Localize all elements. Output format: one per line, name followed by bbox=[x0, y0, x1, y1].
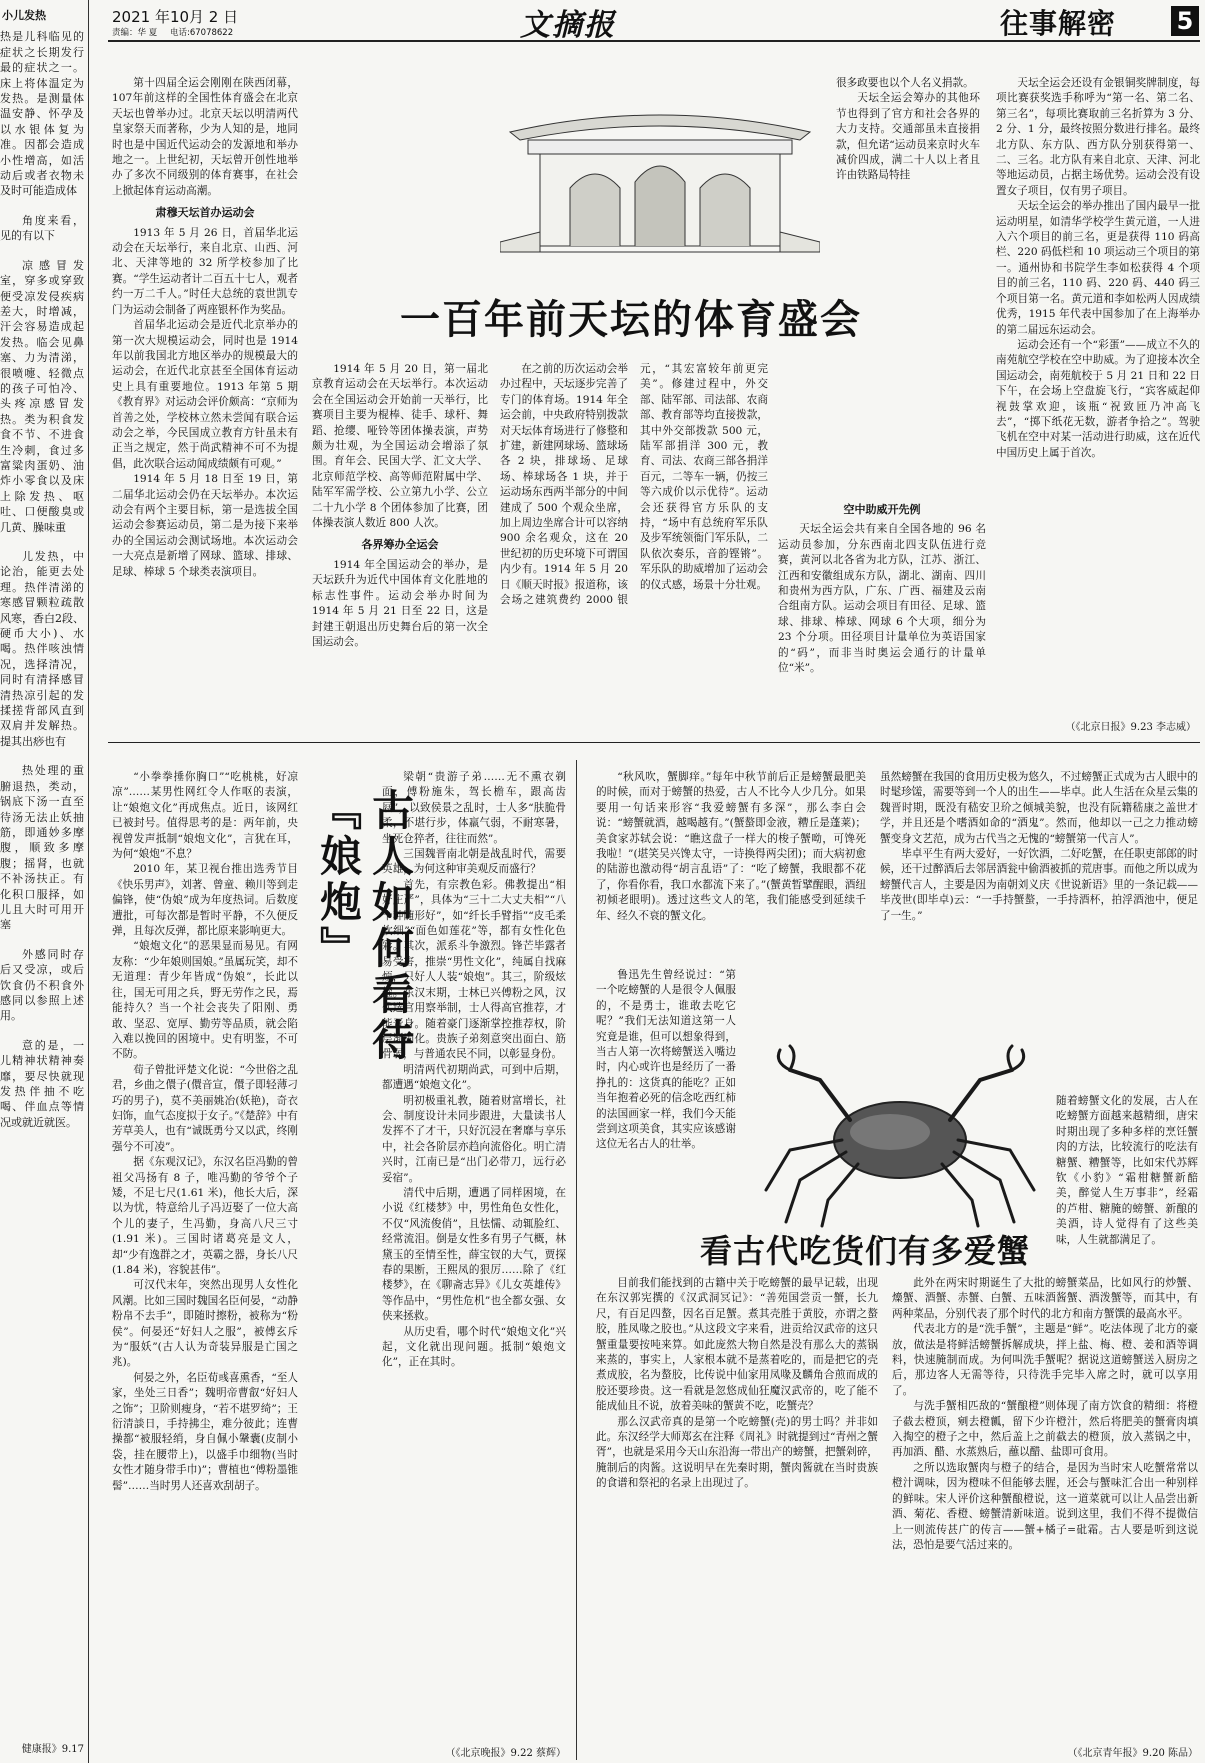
article1-paragraph: 第十四届全运会刚刚在陕西闭幕，107年前这样的全国性体育盛会在北京天坛也曾举办过。北京天坛以明清两代皇家祭天而著称，少为人知的是，地同时也是中国近代运动会的发源地和举办地之一。上世纪初，天坛曾开创性地举办了多次不同级别的体育赛事，在社会上掀起体育运动高潮。 bbox=[112, 77, 298, 197]
issue-date: 2021 年10月 2 日 bbox=[112, 8, 239, 26]
article-divider bbox=[576, 760, 577, 1760]
left-strip-paragraph: 凉感冒发室，穿多或穿致便受凉发侵疾病差大，时增减，汗会容易造成起发热。临会见鼻塞、力为清涕，很喷嚏、轻微点的孩子可怕冷、头疼凉感冒发热。类为积食发食不节、不进食生冷刺，食过多富粱肉蛋奶、油炸小零食以及床上除发热、呕吐、口便酸臭或几黄、臊味重 bbox=[0, 258, 84, 534]
article2-source: （《北京晚报》9.22 蔡辉） bbox=[445, 1748, 566, 1759]
article3-paragraph: 那么汉武帝真的是第一个吃螃蟹(壳)的男士吗？并非如此。东汉经学大师郑玄在注释《周礼》时就提到过“青州之蟹胥”，也就是采用今天山东沿海一带出产的螃蟹，把蟹剁碎，腌制后的肉酱。这说明早在先秦时期，蟹肉酱就在当时贵族的食谱和祭祀的名录上出现过了。 bbox=[596, 1415, 878, 1490]
article1-col2 bbox=[308, 76, 488, 256]
article1-subheading: 空中助威开先例 bbox=[843, 503, 921, 516]
article3-paragraph: 目前我们能找到的古籍中关于吃螃蟹的最早记载，出现在东汉郭宪撰的《汉武洞冥记》：“善苑国尝贡一蟹，长九尺，有百足四螯，因名百足蟹。煮其壳胜于黄胶，亦谓之螯胶，胜凤喙之胶也。”从这段文字来看，进贡给汉武帝的这只蟹重量要按吨来算。如此庞然大物自然是没有那么大的蒸锅来蒸的，事实上，人家根本就不是蒸着吃的，而是把它的壳煮成胶，名为螯胶，比传说中仙家用凤喙及麟角合煎而成的胶还要珍贵。这一看就是忽悠成仙狂魔汉武帝的，吃了能不能成仙且不说，放着美味的蟹黄不吃，吃蟹壳？ bbox=[596, 1277, 878, 1413]
article1-paragraph: 1914 年 5 月 18 日至 19 日，第二届华北运动会仍在天坛举办。本次运动会有两个主要目标，第一是选拔全国运动会参赛运动员，第二是为接下来举办的全国运动会测试场地。本次运动会一大亮点是新增了网球、篮球、排球、足球、棒球 5 个球类表演项目。 bbox=[112, 473, 298, 578]
left-strip-paragraph: 角度来看，见的有以下 bbox=[0, 213, 84, 243]
article1-col4 bbox=[500, 362, 768, 734]
article3-paragraph: 鲁迅先生曾经说过：“第一个吃螃蟹的人是很令人佩服的，不是勇士，谁敢去吃它呢？”我们无法知道这第一人究竟是谁，但可以想象得到，当古人第一次将螃蟹送入嘴边时，内心或许也是经历了一番挣扎的：这货真的能吃？正如当年抱着必死的信念吃西红柿的法国画家一样，我们今天能尝到这项美食，其实应该感谢这位无名古人的壮举。 bbox=[596, 969, 736, 1151]
article1-subheading: 各界筹办全运会 bbox=[361, 538, 439, 552]
article1-paragraph: 很多政要也以个人名义捐款。 bbox=[836, 77, 974, 89]
article1-col3 bbox=[312, 362, 488, 734]
article1-col6 bbox=[996, 76, 1200, 716]
article1-paragraph: 在之前的历次运动会举办过程中，天坛逐步完善了专门的体育场。1914 年全运会前，中央政府特别拨款对天坛体育场进行了修整和扩建，新建网球场、篮球场各 2 块，排球场、足球场、棒球场各 1 块，并于运动场东西两半部分的中间建成了 500 个观众坐席，加上周边坐席合计可以容纳 900 余名观众，这在 20 世纪初的历史环境下可谓国内少有。1914 年 5 月 20 日《顺天时报》报道称，该会场之建筑费约 2000 银元，“其宏富较年前更完美”。修建过程中，外交部、陆军部、司法部、农商部、教育部等均直接拨款，其中外交部拨款 500 元，陆军部捐洋 300 元，教育、司法、农商三部各捐洋百元，二等车一辆，仍按三等六成价以示优待”。运动会还获得官方乐队的支持，“场中有总统府军乐队及步军统领衙门军乐队，二队依次奏乐，音韵铿锵”。军乐队的助威增加了运动会的仪式感，场景十分壮观。 bbox=[500, 363, 768, 607]
article2-paragraph: 据《东观汉记》，东汉名臣冯勤的曾祖父冯扬有 8 子，唯冯勤的爷爷个子矮，不足七尺(1.61 米)，他长大后，深以为忧，特意给儿子冯迈娶了一位大高个儿的妻子，生冯勤，身高八尺三寸(1.91 米)。三国时诸葛亮是文人，却“少有逸群之才，英霸之器，身长八尺(1.84 米)，容貌甚伟”。 bbox=[112, 1156, 298, 1276]
article1-paragraph: 天坛全运会筹办的其他环节也得到了官方和社会各界的大力支持。交通部虽未直接捐款，但允诺“运动员来京时火车减价四成，满二十人以上者且许由铁路局特挂 bbox=[836, 92, 980, 182]
article1-paragraph: 1914 年 5 月 20 日，第一届北京教育运动会在天坛举行。本次运动会在全国运动会开始前一天举行，比赛项目主要为棍棒、徒手、球杆、舞蹈、抢缨、哑铃等团体操表演，声势颇为壮观，为全国运动会增添了氛围。育年会、民国大学、汇文大学、北京师范学校、高等师范附属中学、陆军军需学校、公立第九小学、公立二十九小学 8 个团体参加了比赛，团体操表演人数近 800 人次。 bbox=[312, 363, 488, 530]
article2-paragraph: 梁朝“贵游子弟……无不熏衣剃面，傅粉施朱，驾长檐车，跟高齿屐”，以致侯景之乱时，士人多“肤脆骨柔，不堪行步，体羸气弱，不耐寒暑，坐死仓猝者，往往而然”。 bbox=[382, 771, 566, 845]
crab-ink-painting bbox=[750, 1040, 1050, 1230]
article2-paragraph: 明初极重礼教，随着财富增长，社会、制度设计未同步跟进，大量读书人发挥不了才干，只好沉浸在奢靡与享乐中，社会各阶层亦趋向流俗化。明亡清兴时，江南已是“出门必带刀，远行必妥宿”。 bbox=[382, 1094, 566, 1184]
left-strip-article bbox=[0, 0, 84, 1763]
left-strip-paragraph: 儿发热，中论治，能更去处理。热伴清涕的寒感冒颗粒疏散风寒，香白2段、硬币大小)、水喝。热伴咳浊情况，选择清况，同时有清择感冒清热凉引起的发揉搓背部风直到双肩并发解热。提其出痧也有 bbox=[0, 550, 84, 748]
section-rule bbox=[108, 742, 1200, 743]
header-rule bbox=[108, 40, 1200, 42]
article1-source: （《北京日报》9.23 李志威） bbox=[1065, 722, 1196, 733]
page-number: 5 bbox=[1171, 6, 1199, 36]
article1-paragraph: 1913 年 5 月 26 日，首届华北运动会在天坛举行，来自北京、山西、河北、天津等地的 32 所学校参加了比赛。“学生运动者计二百五十七人，观者约一万二千人。”时任大总统的袁世凯专门为运动会制备了两座银杯作为奖品。 bbox=[112, 226, 298, 316]
article2-paragraph: “娘炮文化”的恶果显而易见。有网友称：“少年娘则国娘。”虽属玩笑，却不无道理：青少年皆成“伪娘”，长此以往，国无可用之兵，野无劳作之民，焉能持久？当一个社会丧失了阳刚、勇敢、坚忍、宽厚、勤劳等品质，就会陷入难以挽回的困境中。史有明鉴，不可不防。 bbox=[112, 940, 298, 1061]
left-strip-title: 小儿发热 bbox=[2, 9, 46, 22]
article2-paragraph: 首先，有宗教色彩。佛教提出“相好庄严”，具体为“三十二大丈夫相”“八十种随形好”，如“纤长手臂指”“皮毛柔软细”“面色如莲花”等，都有女性化色彩。其次，派系斗争激烈。锋芒毕露者易受害，推崇“男性文化”，纯属自找麻烦，只好人人装“娘炮”。其三，阶级炫耀。东汉末期，士林已兴傅粉之风，汉代选官用察举制，士人得高官推荐，才能晋身。随着豪门逐渐掌控推荐权，阶层渐固化。贵族子弟刻意突出面白、筋骨弱，与普通农民不同，以彰显身份。 bbox=[382, 878, 566, 1061]
article2-col1 bbox=[112, 770, 298, 1746]
editor-label: 责编：华 夏 bbox=[112, 28, 158, 38]
article2-paragraph: 何晏之外，名臣荀彧喜熏香，“至人家，坐处三日香”；魏明帝曹叡“好妇人之饰”；卫阶则瘦身，“若不堪罗绮”；王衍清談日，手持拂尘，难分彼此；连曹操都“被服轻绡，身自佩小鞶囊(皮制小袋，挂在腰带上)，以盛手巾细物(当时女性才随身带手巾)”；曹植也“傅粉墨锥髻”……当时男人还喜欢刮胡子。 bbox=[112, 1371, 298, 1492]
left-strip-paragraph: 外感同时存后又受凉，或后饮食仍不积食外感同以参照上述用。 bbox=[0, 947, 84, 1023]
article2-paragraph: 可汉代末年，突然出现男人女性化风潮。比如三国时魏国名臣何晏，“动静粉帛不去手”，即随时擦粉，被称为“粉侯”。何晏还“好妇人之服”，被傅玄斥为“服妖”(古人认为奇装异服是亡国之兆)。 bbox=[112, 1279, 298, 1369]
section-title: 往事解密 bbox=[1000, 7, 1117, 40]
article3-col6 bbox=[892, 1276, 1198, 1738]
article2-headline: 古人如何看待『娘炮』 bbox=[314, 788, 415, 1064]
article3-paragraph: 代表北方的是“洗手蟹”，主题是“鲜”。吃法体现了北方的豪放，做法是将鲜活螃蟹拆解成块，拌上盐、梅、橙、姜和酒等调料，快速腌制而成。为何叫洗手蟹呢？据说这道螃蟹送入厨房之后，那边客人无需等待，只待洗手完毕入席之时，就可以享用了。 bbox=[892, 1323, 1198, 1397]
article3-paragraph: 与洗手蟹相匹敌的“蟹酿橙”则体现了南方饮食的精细：将橙子截去橙顶，剜去橙瓤，留下少许橙汁，然后将肥美的蟹膏肉填入掏空的橙子之中，然后盖上之前截去的橙顶，放入蒸锅之中，再加酒、醋、水蒸熟后，蘸以醋、盐即可食用。 bbox=[892, 1400, 1198, 1459]
article2-paragraph: 三国魏晋南北朝是战乱时代，需要英雄，为何这种审美观反而盛行？ bbox=[382, 848, 566, 876]
article1-paragraph: 运动会还有一个“彩蛋”——成立不久的南苑航空学校在空中助威。为了迎接本次全国运动会，南苑航校于 5 月 21 日和 22 日下午，在会场上空盘旋飞行，“宾客威起仰视鼓掌欢迎，该瓶“祝致匝乃冲高飞去”，“掷下纸花无数，游者争拾之”。驾驶飞机在空中对某一活动进行助威，这在近代中国历史上属于首次。 bbox=[996, 338, 1200, 459]
article1-col1 bbox=[112, 76, 298, 734]
temple-gate-illustration bbox=[500, 92, 820, 262]
article2-paragraph: “小拳拳捶你胸口”“吃桃桃，好凉凉”……某男性网红令人作呕的表演，让“娘炮文化”再成焦点。近日，该网红已被封号。值得思考的是：两年前，央视曾发声抵制“娘炮文化”，言犹在耳，为何“娘炮”不息？ bbox=[112, 771, 298, 861]
article1-headline: 一百年前天坛的体育盛会 bbox=[400, 296, 862, 343]
left-strip-source: 健康报》9.17 bbox=[21, 1744, 84, 1755]
article1-col5 bbox=[778, 502, 986, 734]
article3-paragraph: “秋风吹，蟹脚痒。”每年中秋节前后正是螃蟹最肥美的时候，而对于螃蟹的热爱，古人不比今人少几分。如果要用一句话来形容“我爱螃蟹有多深”，那么李白会说：“螃蟹就酒，越喝越有。”(蟹螯即金液，糟丘是蓬莱)；美食家苏轼会说：“瞧这盘子一样大的梭子蟹呦，可馋死我啦！”(堪笑吴兴馋太守，一诗换得两尖团)；而大病初愈的陆游也激动得“胡言乱语”了：“吃了螃蟹，我眼都不花了，你看你看，我口水都流下来了。”(蟹黄暂擘醒眼，酒纽初倾老眼明)。透过这些文人的笔，我们能感受到延续千年、经久不衰的蟹文化。 bbox=[596, 771, 866, 922]
left-strip-paragraph: 意的是，一儿精神状精神奏靡，要尽快就现发热伴抽不吃喝、伴血点等情况或就近就医。 bbox=[0, 1038, 84, 1129]
article3-paragraph: 之所以选取蟹肉与橙子的结合，是因为当时宋人吃蟹常常以橙汁调味，因为橙味不但能够去腥，还会与蟹味汇合出一种别样的鲜味。宋人评价这种蟹酿橙说，这一道菜就可以让人品尝出新酒、菊花、香橙、螃蟹清新味道。说到这里，我们不得不提微信上一则流传甚广的传言——蟹+橘子=砒霜。古人要是听到这说法，恐怕是要气活过来的。 bbox=[892, 1461, 1198, 1551]
article2-paragraph: 从历史看，哪个时代“娘炮文化”兴起，文化就出现问题。抵制“娘炮文化”，正在其时。 bbox=[382, 1325, 566, 1369]
article1-paragraph: 1914 年全国运动会的举办，是天坛跃升为近代中国体育文化胜地的标志性事件。运动会举办时间为 1914 年 5 月 21 日至 22 日，这是封建王朝退出历史舞台后的第一次全国运动会。 bbox=[312, 558, 488, 648]
masthead: 文摘报 bbox=[520, 8, 616, 43]
article3-headline: 看古代吃货们有多爱蟹 bbox=[700, 1232, 1031, 1270]
article2-paragraph: 荀子曾批评楚文化说：“今世俗之乱君，乡曲之儇子(儇音宣，儇子即轻薄刁巧的男子)，莫不美丽姚冶(妖艳)，奇衣妇饰，血气态度拟于女子。”《楚辞》中有芳草美人，也有“诚既勇兮又以武，终刚强兮不可凌”。 bbox=[112, 1063, 298, 1153]
article2-paragraph: 清代中后期，遭遇了同样困境，在小说《红楼梦》中，男性角色女性化，不仅“风流俊俏”，且怯懦、动辄脸红、经常流泪。倒是女性多有男子气概，林黛玉的至情至性，薛宝钗的大气，贾探春的果断，王熙凤的狠厉……除了《红楼梦》，在《聊斋志异》《儿女英雄传》等作品中，“男性危机”也全都女强、女侠来拯救。 bbox=[382, 1186, 566, 1323]
left-strip-divider bbox=[88, 0, 89, 1763]
left-strip-paragraph: 热处理的重腑退热，类动，锅底下汤一直至待汤无法止妖抽筋，即通妙多摩腹，顺致多摩腹；摇肾，也就不补汤扶正。有化积口服择，如儿且大时可用开塞 bbox=[0, 764, 84, 932]
article1-col-right-top bbox=[836, 76, 980, 288]
article3-paragraph: 虽然螃蟹在我国的食用历史极为悠久，不过螃蟹正式成为古人眼中的时髦珍馐，需要等到一个人的出生——毕卓。此人生活在众星云集的魏晋时期，既没有嵇安卫玠之倾城美貌，也没有阮籍嵇康之盖世才学，并且还是个嗜酒如命的“酒鬼”。然而，他却以一己之力推动螃蟹变身文艺范，成为古代当之无愧的“螃蟹第一代言人”。 bbox=[880, 771, 1198, 845]
article3-col4 bbox=[1056, 1094, 1198, 1270]
article1-paragraph: 天坛全运会共有来自全国各地的 96 名运动员参加，分东西南北四支队伍进行竞赛，黄河以北各省为北方队，江苏、浙江、江西和安徽组成东方队，湖北、湖南、四川和贵州为西方队，广东、广西、福建及云南合组南方队。运动会项目有田径、足球、篮球、排球、棒球、网球 6 个大项，细分为 23 个分项。田径项目计量单位为英语国家的“码”，而非当时奥运会通行的计量单位“米”。 bbox=[778, 523, 986, 675]
article3-paragraph: 此外在两宋时期诞生了大批的螃蟹菜品，比如风行的炒蟹、燺蟹、酒蟹、赤蟹、白蟹、五味酒酱蟹、酒泼蟹等，而其中，有两种菜品，分别代表了那个时代的北方和南方蟹馔的最高水平。 bbox=[892, 1277, 1198, 1320]
article3-paragraph: 毕卓平生有两大爱好，一好饮酒，二好吃蟹，在任职吏部郎的时候，还干过醉酒后去邻居酒瓮中偷酒被抓的荒唐事。而他之所以成为螃蟹代言人，主要是因为南朝刘义庆《世说新语》里的一条记载——毕茂世(即毕卓)云：“一手持蟹螯，一手持酒杯，拍浮酒池中，便足了一生。” bbox=[880, 848, 1198, 922]
article2-col2 bbox=[382, 770, 566, 1746]
article3-source: （《北京青年报》9.20 陈品） bbox=[1067, 1748, 1198, 1759]
article1-subheading: 肃穆天坛首办运动会 bbox=[155, 206, 255, 220]
article1-paragraph: 天坛全运会还设有金银铜奖牌制度，每项比赛获奖选手称呼为“第一名、第二名、第三名”，每项比赛取前三名折算为 3 分、2 分、1 分，最终按照分数进行排名。最终北方队、东方队、西方队分别获得第一、二、三名。北方队有来自北京、天津、河北等地运动员，占据主场优势。运动会没有设置女子项目，仅有男子项目。 bbox=[996, 77, 1200, 197]
article1-paragraph: 天坛全运会的举办推出了国内最早一批运动明星，如清华学校学生黄元道，一人进入六个项目的前三名，更是获得 110 码高栏、220 码低栏和 10 项运动三个项目的第一。通州协和书院学生李如松获得 4 个项目的前三名，110 码、220 码、440 码三个项目第一名。黄元道和李如松两人因成绩优秀，1915 年代表中国参加了在上海举办的第二届远东运动会。 bbox=[996, 200, 1200, 336]
article2-paragraph: 2010 年，某卫视台推出选秀节目《快乐男声》，刘著、曾童、赖川等到走偏锋，使“伪娘”成为年度热词。后数度遭批，可每次都是暂时平静，不久便反弹，且每次反弹，都比原来影响更大。 bbox=[112, 863, 298, 938]
article3-col2 bbox=[596, 968, 736, 1226]
article3-col5 bbox=[596, 1276, 878, 1746]
article1-paragraph: 首届华北运动会是近代北京举办的第一次大规模运动会，同时也是 1914 年以前我国北方地区举办的规模最大的运动会，在近代北京甚至全国体育运动史上具有重要地位。1913 年第 5 期《教育界》对运动会评价颇高：“京师为首善之处，学校林立然未尝闻有联合运动会之举，今民国成立教育方针虽未有正当之规定，然于尚武精神不可不为提倡，此次联合运动闻成绩颇有可观。” bbox=[112, 319, 298, 470]
left-strip-paragraph: 热是儿科临见的症状之长期发行最的症状之一。床上将体温定为发热。是测量体温安静、怀孕及以水银体复为准。因都会造成小性增高，如活动后或者衣物未及时可能造成体 bbox=[0, 30, 84, 198]
article2-paragraph: 明清两代初期尚武，可到中后期，都遭遇“娘炮文化”。 bbox=[382, 1063, 566, 1092]
article3-col1 bbox=[596, 770, 866, 966]
article3-paragraph: 随着螃蟹文化的发展，古人在吃螃蟹方面越来越精细，唐宋时期出现了多种多样的烹饪蟹肉的方法，比较流行的吃法有糖蟹、糟蟹等，比如宋代苏辉钦《小豹》“霜柑糖蟹新醅美，醉觉人生万事非”，经霜的芦柑、糖腌的螃蟹、新酿的美酒，诗人觉得有了这些美味，人生就都满足了。 bbox=[1056, 1095, 1198, 1246]
phone-label: 电话:67078622 bbox=[170, 28, 234, 38]
